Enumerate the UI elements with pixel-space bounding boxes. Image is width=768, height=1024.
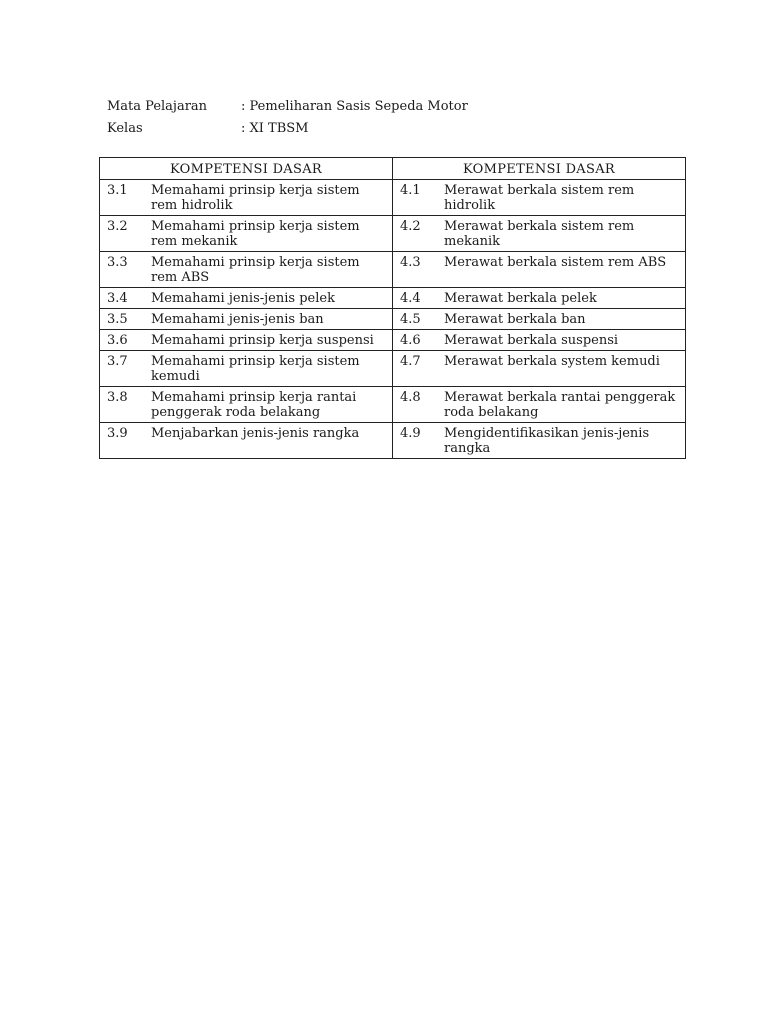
competency-cell-left — [100, 288, 393, 309]
table-row — [100, 351, 686, 387]
class-label: Kelas — [107, 121, 143, 136]
competency-text: Mengidentifikasikan jenis-jenis rangka — [444, 426, 650, 456]
competency-text: Memahami prinsip kerja sistem kemudi — [151, 354, 360, 384]
competency-table — [99, 157, 686, 459]
table-row — [100, 288, 686, 309]
competency-cell-right — [393, 180, 686, 216]
competency-cell-right — [393, 423, 686, 459]
competency-number: 4.4 — [400, 291, 421, 306]
competency-text: Merawat berkala sistem rem ABS — [444, 255, 667, 270]
competency-text: Memahami prinsip kerja rantai penggerak roda belakang — [151, 390, 357, 420]
competency-text: Merawat berkala system kemudi — [444, 354, 660, 369]
competency-number: 3.7 — [107, 354, 128, 369]
competency-text: Merawat berkala pelek — [444, 291, 597, 306]
table-row — [100, 330, 686, 351]
competency-cell-left — [100, 351, 393, 387]
competency-text: Merawat berkala sistem rem hidrolik — [444, 183, 635, 213]
table-row — [100, 180, 686, 216]
column-header-right: KOMPETENSI DASAR — [393, 158, 686, 180]
competency-number: 3.1 — [107, 183, 128, 198]
competency-text: Merawat berkala ban — [444, 312, 586, 327]
competency-cell-left — [100, 216, 393, 252]
competency-number: 4.2 — [400, 219, 421, 234]
competency-number: 4.7 — [400, 354, 421, 369]
subject-value: : Pemeliharan Sasis Sepeda Motor — [241, 99, 468, 114]
competency-number: 4.8 — [400, 390, 421, 405]
competency-cell-right — [393, 330, 686, 351]
class-value: : XI TBSM — [241, 121, 309, 136]
competency-text: Merawat berkala suspensi — [444, 333, 619, 348]
competency-text: Memahami jenis-jenis ban — [151, 312, 324, 327]
competency-text: Memahami jenis-jenis pelek — [151, 291, 335, 306]
competency-text: Memahami prinsip kerja sistem rem hidrolik — [151, 183, 360, 213]
column-header-left: KOMPETENSI DASAR — [100, 158, 393, 180]
document-header — [107, 96, 468, 140]
competency-text: Merawat berkala sistem rem mekanik — [444, 219, 635, 249]
table-body — [100, 180, 686, 459]
competency-number: 4.1 — [400, 183, 421, 198]
competency-number: 3.3 — [107, 255, 128, 270]
competency-cell-left — [100, 180, 393, 216]
competency-cell-left — [100, 423, 393, 459]
competency-text: Memahami prinsip kerja sistem rem ABS — [151, 255, 360, 285]
competency-text: Merawat berkala rantai penggerak roda belakang — [444, 390, 676, 420]
competency-number: 3.6 — [107, 333, 128, 348]
competency-text: Menjabarkan jenis-jenis rangka — [151, 426, 360, 441]
competency-number: 4.6 — [400, 333, 421, 348]
competency-number: 3.4 — [107, 291, 128, 306]
competency-cell-right — [393, 351, 686, 387]
competency-number: 4.5 — [400, 312, 421, 327]
table-row — [100, 387, 686, 423]
table-row — [100, 309, 686, 330]
competency-number: 3.9 — [107, 426, 128, 441]
class-row — [107, 118, 468, 140]
competency-cell-left — [100, 252, 393, 288]
competency-number: 4.3 — [400, 255, 421, 270]
competency-number: 3.8 — [107, 390, 128, 405]
competency-cell-right — [393, 252, 686, 288]
competency-cell-right — [393, 288, 686, 309]
subject-row — [107, 96, 468, 118]
competency-cell-left — [100, 309, 393, 330]
table-header-row — [100, 158, 686, 180]
competency-cell-left — [100, 387, 393, 423]
competency-cell-right — [393, 387, 686, 423]
competency-text: Memahami prinsip kerja suspensi — [151, 333, 374, 348]
competency-number: 3.5 — [107, 312, 128, 327]
competency-cell-right — [393, 216, 686, 252]
competency-number: 3.2 — [107, 219, 128, 234]
table-row — [100, 252, 686, 288]
subject-label: Mata Pelajaran — [107, 99, 208, 114]
competency-cell-right — [393, 309, 686, 330]
table-row — [100, 423, 686, 459]
competency-cell-left — [100, 330, 393, 351]
table-row — [100, 216, 686, 252]
competency-text: Memahami prinsip kerja sistem rem mekanik — [151, 219, 360, 249]
competency-number: 4.9 — [400, 426, 421, 441]
